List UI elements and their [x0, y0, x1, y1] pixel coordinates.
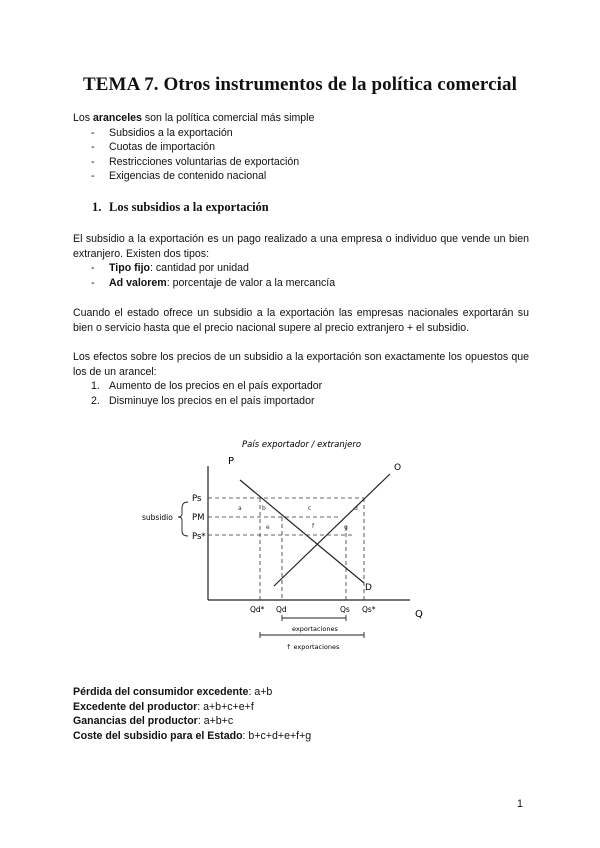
page-number: 1 — [517, 798, 523, 810]
list-item: - Cuotas de importación — [91, 141, 215, 154]
section-heading — [92, 200, 269, 215]
svg-text:d: d — [354, 505, 358, 512]
section-title: Los subsidios a la exportación — [109, 200, 269, 214]
paragraph-state: Cuando el estado ofrece un subsidio a la exportación las empresas nacionales exportarán su bien o servicio hasta que el precio nacional supere al precio extranjero + el subsidio. — [73, 307, 529, 334]
demand-curve — [240, 480, 364, 583]
graph-title: País exportador / extranjero — [242, 440, 362, 450]
y-axis-label: P — [228, 456, 235, 467]
paragraph-text: Los efectos sobre los precios de un subsidio a la exportación son exactamente los opuestos que los de un arancel: — [73, 351, 529, 378]
svg-text:g: g — [344, 524, 348, 531]
summary-block — [73, 685, 529, 743]
x-axis-label: Q — [415, 609, 423, 620]
list-item: 2. Disminuye los precios en el país importador — [91, 394, 315, 407]
intro-bold: aranceles — [93, 112, 142, 124]
svg-text:a: a — [238, 505, 242, 512]
list-item: - Restricciones voluntarias de exportación — [91, 155, 300, 168]
paragraph-types — [73, 232, 529, 290]
paragraph-effects — [73, 350, 529, 408]
list-item: 1. Aumento de los precios en el país exportador — [91, 380, 323, 393]
price-label-pm: PM — [192, 513, 205, 523]
price-label-ps: Ps — [192, 494, 202, 504]
summary-line: Pérdida del consumidor excedente: a+b — [73, 686, 273, 698]
svg-text:f: f — [312, 523, 315, 530]
qty-label-qd: Qd — [276, 605, 287, 614]
paragraph-text: El subsidio a la exportación es un pago realizado a una empresa o individuo que vende un bien extranjero. Existen dos tipos: — [73, 233, 529, 260]
subsidy-graph — [140, 428, 440, 660]
supply-label: O — [394, 463, 402, 473]
types-list — [73, 261, 529, 290]
qty-label-qs-star: Qs* — [362, 605, 376, 614]
exports-label: exportaciones — [292, 625, 338, 633]
list-item: - Subsidios a la exportación — [91, 126, 233, 139]
svg-text:c: c — [308, 505, 312, 512]
demand-label: D — [365, 583, 372, 593]
intro-block — [73, 111, 529, 184]
qty-label-qs: Qs — [340, 605, 350, 614]
summary-line: Coste del subsidio para el Estado: b+c+d+e+f+g — [73, 729, 312, 742]
area-labels — [238, 505, 358, 531]
intro-pre: Los — [73, 112, 94, 124]
list-item: - Tipo fijo: cantidad por unidad — [91, 262, 249, 275]
subsidy-brace — [178, 502, 188, 536]
summary-line: Excedente del productor: a+b+c+e+f — [73, 700, 254, 713]
section-number: 1. — [92, 200, 102, 214]
list-item: - Exigencias de contenido nacional — [91, 170, 267, 183]
more-exports-label: ↑ exportaciones — [286, 643, 340, 651]
list-item: - Ad valorem: porcentaje de valor a la mercancía — [91, 276, 336, 289]
svg-text:e: e — [266, 524, 270, 531]
subsidy-label: subsidio — [142, 513, 173, 522]
page-title: TEMA 7. Otros instrumentos de la política comercial — [83, 74, 517, 95]
svg-text:b: b — [262, 505, 266, 512]
intro-line — [73, 111, 529, 126]
supply-curve — [274, 474, 390, 586]
intro-list — [73, 126, 529, 184]
summary-line: Ganancias del productor: a+b+c — [73, 715, 234, 728]
qty-label-qd-star: Qd* — [250, 605, 265, 614]
dashed-guides — [208, 498, 364, 600]
intro-post: son la política comercial más simple — [141, 112, 315, 124]
price-label-ps-star: Ps* — [192, 532, 206, 542]
effects-list — [73, 379, 529, 408]
